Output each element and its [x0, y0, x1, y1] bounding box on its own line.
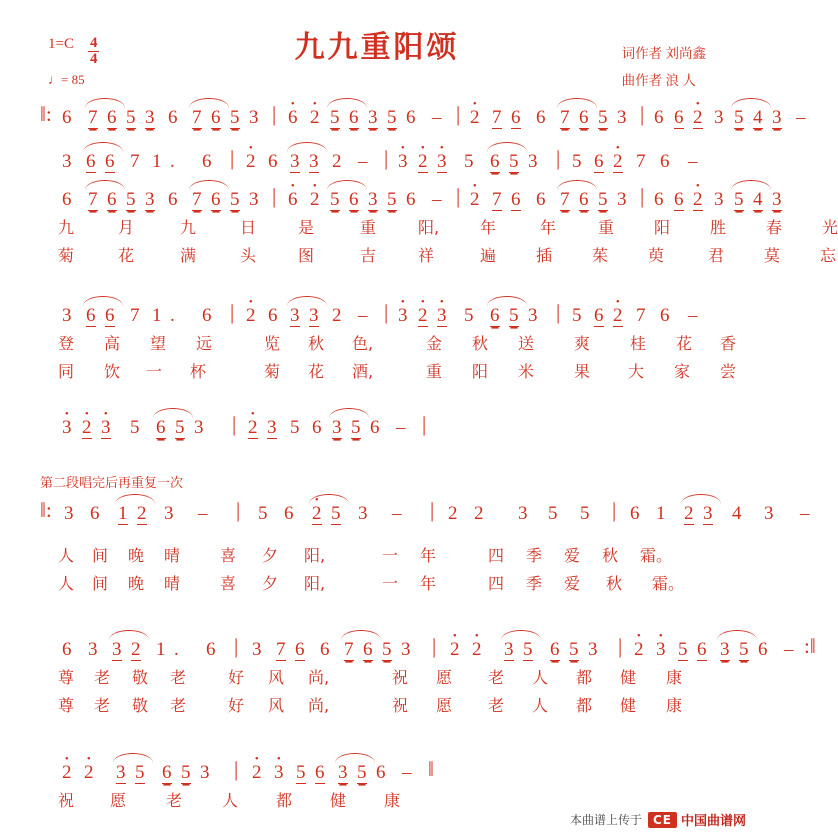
tempo-marking: ♩= 85 [48, 72, 85, 87]
system-4 [40, 410, 720, 444]
notes-row: 6 7 6 5 3 6 7 6 5 3 | 6 • 2 • 5 6 3 5 6 – | 2 • 7 6 6 7 6 5 3 | 6 6 2 • 3 5 4 3 [40, 182, 720, 216]
lyric-line: 人 间 晚 晴 喜 夕 阳, 一 年 四 季 爱 秋 霜。 [58, 546, 673, 565]
lyric-line: 九 月 九 日 是 重 阳, 年 年 重 阳 胜 春 光 [58, 218, 838, 237]
time-signature [88, 36, 100, 67]
notes-row: 3 6 6 7 1 . 6 | 2 • 6 3 3 2 – | 3 • 2 • 3 • 5 6 5 3 | 5 6 2 • 7 6 – [40, 298, 720, 332]
section-note: 第二段唱完后再重复一次 [40, 476, 184, 491]
time-signature-numerator: 4 [89, 35, 98, 51]
repeat-start-barline: ‖: [40, 498, 52, 522]
lyricist-credit: 词作者 刘尚鑫 [621, 46, 706, 61]
page-title: 九九重阳颂 [294, 30, 460, 65]
credits [622, 40, 706, 94]
system-3 [40, 298, 737, 388]
key-and-meter [48, 36, 99, 67]
system-7 [40, 755, 720, 817]
lyric-line: 菊 花 满 头 图 吉 祥 遍 插 茱 萸 君 莫 忘 [58, 246, 837, 265]
repeat-start-barline: ‖: [40, 102, 52, 126]
footer [570, 810, 746, 829]
notes-row: 6 3 3 2 1 . 6 | 3 7 6 6 7 6 5 3 | 2 • 2 • 3 5 6 5 3 | 2 • 3 • 5 6 3 5 6 – :‖ [40, 632, 720, 666]
lyric-line: 同 饮 一 杯 菊 花 酒, 重 阳 米 果 大 家 尝 [58, 362, 737, 381]
system-1 [40, 100, 806, 178]
system-2 [40, 182, 838, 272]
system-6 [40, 632, 816, 722]
site-logo-icon: CE [648, 812, 677, 828]
lyric-line: 登 高 望 远 览 秋 色, 金 秋 送 爽 桂 花 香 [58, 334, 737, 353]
notes-row: ‖: 6 7 6 5 3 6 7 6 5 3 | 6 • 2 • 5 6 3 5 6 – | 2 • 7 6 6 7 6 5 3 | 6 6 2 • 3 5 4 3 – [40, 100, 720, 134]
lyric-line: 人 间 晚 晴 喜 夕 阳, 一 年 四 季 爱 秋 霜。 [58, 574, 685, 593]
footer-text: 本曲谱上传于 [569, 813, 642, 827]
lyric-line: 尊 老 敬 老 好 风 尚, 祝 愿 老 人 都 健 康 [58, 668, 683, 687]
composer-credit: 曲作者 浪 人 [621, 73, 696, 88]
final-barline: ‖ [428, 757, 434, 781]
time-signature-denominator: 4 [89, 51, 98, 67]
lyric-line: 祝 愿 老 人 都 健 康 [58, 791, 401, 810]
system-5 [40, 496, 810, 600]
notes-row: ‖: 3 6 1 2 3 – | 5 6 2 • 5 3 – | 2 2 3 5 5 | 6 1 2 3 4 3 – [40, 496, 720, 530]
notes-row: 3 6 6 7 1 . 6 | 2 • 6 3 3 2 – | 3 • 2 • 3 • 5 6 5 3 | 5 6 2 • 7 6 – [40, 144, 720, 178]
notes-row: 3 • 2 • 3 • 5 6 5 3 | 2 • 3 5 6 3 5 6 – | [40, 410, 720, 444]
notes-row: 2 • 2 • 3 5 6 5 3 | 2 • 3 • 5 6 3 5 6 – ‖ [40, 755, 720, 789]
lyric-line: 尊 老 敬 老 好 风 尚, 祝 愿 老 人 都 健 康 [58, 696, 683, 715]
repeat-end-barline: :‖ [804, 634, 816, 658]
site-name[interactable]: 中国曲谱网 [680, 814, 746, 829]
key-signature: 1=C [48, 36, 74, 52]
